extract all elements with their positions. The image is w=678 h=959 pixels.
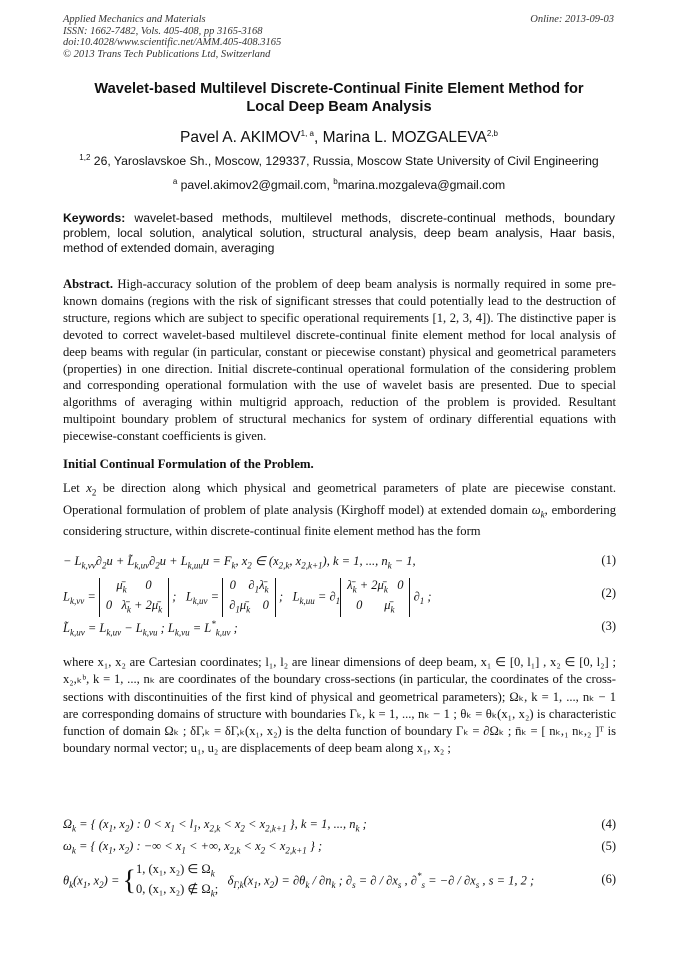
eq1-part: ∂ (95, 554, 102, 568)
eq4-part: Ω (63, 817, 73, 831)
author-1: Pavel A. AKIMOV (180, 129, 301, 147)
author-2-sup: 2,b (486, 129, 498, 138)
eq1-part: − L (63, 554, 82, 568)
eq5-part: = { (x (75, 839, 109, 853)
eq5-part: < x (240, 839, 261, 853)
keywords-label: Keywords: (63, 211, 126, 225)
eq1-part: , x (289, 554, 302, 568)
eq6-part: (x (73, 873, 83, 888)
eq6-part: ; ∂ (335, 873, 353, 888)
doi: doi:10.4028/www.scientific.net/AMM.405-408.3165 (63, 37, 282, 48)
copyright: © 2013 Trans Tech Publications Ltd, Switzerland (63, 48, 271, 60)
eq1-part: u + L̃ (106, 554, 135, 568)
paragraph-2: where x₁, x₂ are Cartesian coordinates; l₁, l₂ are linear dimensions of deep beam, x₁ ∈ [0, l₁] , x₂ ∈ [0, l₂] ; x₂,ₖᵇ, k = 1, ..., nₖ are coordinates of the boundary cross-sections (in particular, the coordinates of the cross-sections with discontinuities of the first kind of physical and geometrical parameters); Ωₖ, k = 1, ..., nₖ − 1 are corresponding domains of structure with boundaries Γₖ, k = 1, ..., nₖ − 1 ; θₖ = θₖ(x₁, x₂) is characteristic function of domain Ωₖ ; δΓ,ₖ = δΓ,ₖ(x₁, x₂) is the delta function of boundary Γₖ = ∂Ωₖ ; n̄ₖ = [ nₖ,₁ nₖ,₂ ]ᵀ is boundary normal vector; u₁, u₂ are displacements of deep beam along x₁, x₂ ; (63, 655, 616, 756)
eq4-part: , x (113, 817, 125, 831)
eq6-part: = −∂ / ∂x (424, 873, 476, 888)
equation-1-number: (1) (601, 553, 616, 567)
eq1-part: u = F (202, 554, 232, 568)
eq3-part: ; (230, 621, 238, 636)
journal-name: Applied Mechanics and Materials (63, 14, 206, 25)
author-1-sup: 1, a (300, 129, 314, 138)
eq6-part: , ∂ (401, 873, 417, 888)
author-sep: , (313, 129, 323, 147)
equation-1: − $L_{k,vv}\partial_2u$ + $L̃_{k,uv}\partial_2u + L_{k,uu}u = F_k$, $x_2$ ∈ ($x_{2,k}$, $x_{2,k+1}$), k = 1, ..., $n_k - 1$, (63, 554, 416, 571)
eq1-part: ∂ (149, 554, 156, 568)
equation-2: $L_{k,vv}$ = $\mū_k$ 0 0 $\lambdā_k$ + $2\mū_k$ ; $L_{k,uv} = 0$ $\partial_1\lambdā_k$ $\partial_1\mū_k$ 0 ; $L_{k,uu}$ = $\partial_1\lambdā_k$ + $2\mū_k$ 0 0 $\mū_k$ $\partial_1$ ; (63, 578, 616, 617)
equation-4-number: (4) (601, 817, 616, 831)
title-line-1: Wavelet-based Multilevel Discrete-Continual Finite Element Method for (94, 81, 584, 97)
eq5-part: < +∞, x (185, 839, 230, 853)
eq1-part: ), k = 1, ..., n (322, 554, 388, 568)
eq5-part: ω (63, 839, 72, 853)
abstract-label: Abstract. (63, 277, 114, 291)
eq3-part: = L (84, 621, 107, 636)
eq4-part: = { (x (76, 817, 109, 831)
email-a: pavel.akimov2@gmail.com, (177, 178, 334, 193)
eq5-part: } ; (306, 839, 323, 853)
eq3-part: − L (121, 621, 143, 636)
eq6-part: θ (63, 873, 70, 888)
equation-5: $\omega_k$ = { ($x_1$, $x_2$) : −∞ < $x_1$ < +∞, $x_{2,k} < x_2 < x_{2,k+1}$ } ; (63, 839, 323, 856)
email-a-sup: a (172, 177, 178, 186)
eq3-part: ; L (157, 621, 175, 636)
eq6-part: ) = (103, 873, 123, 888)
paragraph-1: Let $x_2$ be direction along which physical and geometrical parameters of plate are piecewise constant. Operational formulation of problem of plate analysis (Kirghoff model) at extended domain $\omega_k$, embordering considering structure, within discrete-continual finite element method has the form (63, 481, 616, 539)
author-2: Marina L. MOZGALEVA (322, 129, 487, 147)
p1-b: be direction along which physical and geometrical parameters of plate are piecewise constant. Operational formulation of problem of plate analysis (Kirghoff model) at extended domain (63, 481, 616, 517)
equation-4: $\Omega_k$ = { ($x_1$, $x_2$) : $0 < x_1 < l_1$, $x_{2,k} < x_2 < x_{2,k+1}$ }, k = 1, ..., $n_k$ ; (63, 817, 367, 834)
equation-6-number: (6) (601, 872, 616, 886)
journal-header (63, 14, 281, 60)
keywords (63, 211, 615, 256)
eq6-part: (x (243, 873, 254, 888)
abstract (63, 276, 616, 445)
eq6-part: , x (257, 873, 270, 888)
eq6-part: / ∂n (309, 873, 332, 888)
eq6-part: ) = ∂θ (274, 873, 306, 888)
eq1-part: , x (235, 554, 248, 568)
eq3-part: L̃ (63, 621, 70, 636)
eq1-part: u + L (159, 554, 188, 568)
p1-x2: x (86, 481, 92, 495)
keywords-text: wavelet-based methods, multilevel methods, discrete-continual methods, boundary problem, local solution, analytical solution, structural analysis, deep beam analysis, Haar basis, method of extended domain, averaging (63, 211, 615, 255)
online-date: Online: 2013-09-03 (530, 14, 614, 25)
issn: ISSN: 1662-7482, Vols. 405-408, pp 3165-3168 (63, 25, 263, 37)
affiliation-text: 26, Yaroslavskoe Sh., Moscow, 129337, Russia, Moscow State University of Civil Engineering (90, 154, 599, 169)
eq4-part: ; (359, 817, 367, 831)
email-b: marina.mozgaleva@gmail.com (337, 178, 506, 193)
eq6-part: = ∂ / ∂x (355, 873, 398, 888)
equation-6: $\theta_k(x_1$, $x_2) = \{1$, (x₁, x₂) ∈ $\Omega_k$ 0, (x₁, x₂) ∉ $\Omega_k$; $\delta_{\Gamma,k}(x_1$, $x_2) = \partial\theta_k / \partial n_k$ ; $\partial_s$ = ∂ / $\partial x_s$ , $\partial^*_s$ = −∂ / $\partial x_s$ , s = 1, 2 ; (63, 862, 535, 898)
email-b-sup: b (333, 177, 338, 186)
eq4-part: < x (220, 817, 241, 831)
eq6-case-1: 1, (x₁, x₂) ∈ Ω (135, 862, 211, 876)
emails (0, 177, 678, 192)
authors (0, 129, 678, 147)
abstract-text: High-accuracy solution of the problem of deep beam analysis is normally required in some pre-known domains (regions with the risk of significant stresses that could potentially lead to the destruction of structure, regions which are subject to specific operational requirements [1, 2, 3, 4]). The distinctive paper is devoted to correct wavelet-based multilevel discrete-continual finite element method for local analysis of deep beams with regular (in particular, constant or piecewise constant) physical and geometrical parameters (properties) in one direction. Initial discrete-continual operational formulation of the considering problem and corresponding operational formulation with the use of wavelet basis are presented. Due to special algorithms of averaging within multigrid approach, reduction of the problem is provided. Resultant multipoint boundary problem of structural mechanics for system of ordinary differential equations with piecewise-constant coefficients is given. (63, 277, 616, 444)
eq5-part: < x (265, 839, 286, 853)
equation-2-number: (2) (601, 586, 616, 600)
p1-c: , embordering considering structure, within discrete-continual finite element method has the form (63, 502, 616, 539)
eq6-part: δ (227, 873, 234, 888)
eq3-part: = L (189, 621, 212, 636)
eq6-part: , s = 1, 2 ; (479, 873, 535, 888)
p1-omega: ω (531, 502, 541, 517)
eq4-part: < x (244, 817, 266, 831)
eq1-part: ∈ (x (251, 554, 279, 568)
equation-5-number: (5) (601, 839, 616, 853)
eq6-case-2: 0, (x₁, x₂) ∉ Ω (135, 881, 211, 896)
eq5-part: , x (112, 839, 125, 853)
eq4-part: < l (174, 817, 194, 831)
eq1-part: − 1, (391, 554, 416, 568)
p1-a: Let (63, 481, 87, 495)
equation-3: $L̃_{k,uv} = L_{k,uv} - L_{k,vu}$ ; $L_{k,vu} = L^*_{k,uv}$ ; (63, 619, 238, 638)
equation-3-number: (3) (601, 619, 616, 633)
eq6-part: , x (87, 873, 100, 888)
eq5-part: ) : −∞ < x (129, 839, 182, 853)
affiliation-sup: 1,2 (79, 153, 91, 162)
section-title: Initial Continual Formulation of the Problem. (63, 457, 314, 471)
eq4-part: }, k = 1, ..., n (286, 817, 356, 831)
title-line-2: Local Deep Beam Analysis (246, 99, 432, 115)
affiliation (0, 153, 678, 168)
paper-title (40, 80, 638, 116)
eq4-part: ) : 0 < x (129, 817, 171, 831)
eq4-part: , x (197, 817, 210, 831)
